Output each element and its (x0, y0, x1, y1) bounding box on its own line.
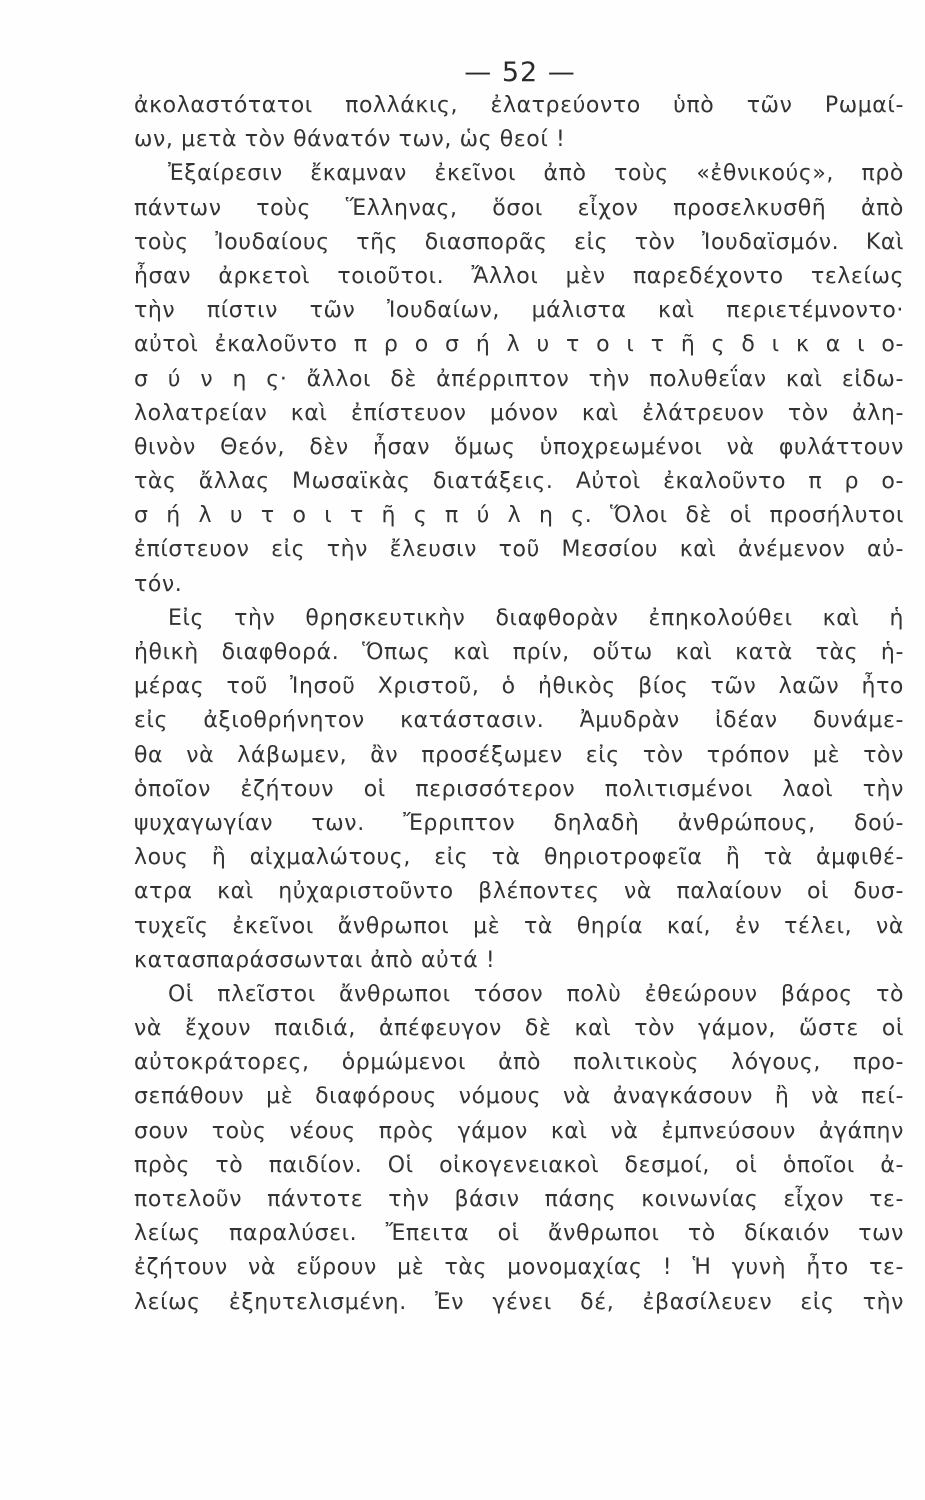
text-line: Οἱ πλεῖστοι ἄνθρωποι τόσον πολὺ ἐθεώρουν βάρος τὸ (168, 981, 904, 1007)
text-line: σεπάθουν μὲ διαφόρους νόμους νὰ ἀναγκάσουν ἢ νὰ πεί- (134, 1084, 904, 1110)
text-line: κατασπαράσσωνται ἀπὸ αὐτά ! (134, 947, 496, 973)
text-line: λείως παραλύσει. Ἔπειτα οἱ ἄνθρωποι τὸ δίκαιόν των (134, 1221, 904, 1247)
text-line: ψυχαγωγίαν των. Ἔρριπτον δηλαδὴ ἀνθρώπους, δού- (134, 810, 904, 836)
text-line: τοὺς Ἰουδαίους τῆς διασπορᾶς εἰς τὸν Ἰουδαϊσμόν. Καὶ (134, 229, 904, 255)
text-line: θα νὰ λάβωμεν, ἂν προσέξωμεν εἰς τὸν τρόπον μὲ τὸν (134, 742, 904, 768)
text-line: ποτελοῦν πάντοτε τὴν βάσιν πάσης κοινωνίας εἶχον τε- (134, 1187, 904, 1212)
text-body (134, 89, 904, 1320)
text-line: τὴν πίστιν τῶν Ἰουδαίων, μάλιστα καὶ περιετέμνοντο· (134, 298, 904, 324)
text-line: Εἰς τὴν θρησκευτικὴν διαφθορὰν ἐπηκολούθει καὶ ἡ (168, 605, 904, 631)
text-line: ἀκολαστότατοι πολλάκις, ἐλατρεύοντο ὑπὸ τῶν Ρωμαί- (134, 93, 904, 118)
text-line: σουν τοὺς νέους πρὸς γάμον καὶ νὰ ἐμπνεύσουν ἀγάπην (134, 1118, 904, 1144)
text-line: πάντων τοὺς Ἕλληνας, ὅσοι εἶχον προσελκυσθῆ ἀπὸ (134, 195, 904, 221)
text-line: θινὸν Θεόν, δὲν ἦσαν ὅμως ὑποχρεωμένοι νὰ φυλάττουν (134, 434, 904, 460)
text-line: αὐτοκράτορες, ὁρμώμενοι ἀπὸ πολιτικοὺς λόγους, προ- (134, 1050, 904, 1076)
text-line: ατρα καὶ ηὐχαριστοῦντο βλέποντες νὰ παλαίουν οἱ δυσ- (134, 879, 904, 905)
text-line: σ ή λ υ τ ο ι τ ῆ ς π ύ λ η ς. Ὅλοι δὲ οἱ προσήλυτοι (134, 503, 904, 529)
text-line: ἦσαν ἀρκετοὶ τοιοῦτοι. Ἄλλοι μὲν παρεδέχοντο τελείως (134, 263, 904, 289)
text-line: μέρας τοῦ Ἰησοῦ Χριστοῦ, ὁ ἠθικὸς βίος τῶν λαῶν ἦτο (134, 674, 904, 700)
text-line: ἐπίστευον εἰς τὴν ἔλευσιν τοῦ Μεσσίου καὶ ἀνέμενον αὐ- (134, 537, 904, 563)
text-line: τόν. (134, 571, 183, 597)
text-line: αὐτοὶ ἐκαλοῦντο π ρ ο σ ή λ υ τ ο ι τ ῆ ς δ ι κ α ι ο- (134, 332, 904, 358)
text-line: λολατρείαν καὶ ἐπίστευον μόνον καὶ ἐλάτρευον τὸν ἀλη- (134, 400, 904, 426)
text-line: ἠθικὴ διαφθορά. Ὅπως καὶ πρίν, οὕτω καὶ κατὰ τὰς ἡ- (134, 640, 904, 665)
text-line: λους ἢ αἰχμαλώτους, εἰς τὰ θηριοτροφεῖα ἢ τὰ ἀμφιθέ- (134, 845, 904, 871)
text-line: πρὸς τὸ παιδίον. Οἱ οἰκογενειακοὶ δεσμοί, οἱ ὁποῖοι ἀ- (134, 1152, 904, 1178)
text-line: Ἐξαίρεσιν ἔκαμναν ἐκεῖνοι ἀπὸ τοὺς «ἐθνικούς», πρὸ (168, 161, 904, 187)
text-line: νὰ ἔχουν παιδιά, ἀπέφευγον δὲ καὶ τὸν γάμον, ὥστε οἱ (134, 1016, 904, 1042)
text-line: σ ύ ν η ς· ἄλλοι δὲ ἀπέρριπτον τὴν πολυθεΐαν καὶ εἰδω- (134, 366, 904, 392)
text-line: λείως ἐξηυτελισμένη. Ἐν γένει δέ, ἐβασίλευεν εἰς τὴν (134, 1289, 904, 1315)
text-line: τυχεῖς ἐκεῖνοι ἄνθρωποι μὲ τὰ θηρία καί, ἐν τέλει, νὰ (134, 913, 904, 939)
page-number: — 52 — (464, 57, 576, 88)
text-line: εἰς ἀξιοθρήνητον κατάστασιν. Ἀμυδρὰν ἰδέαν δυνάμε- (134, 708, 904, 734)
text-line: ἐζήτουν νὰ εὕρουν μὲ τὰς μονομαχίας ! Ἡ γυνὴ ἦτο τε- (134, 1255, 904, 1281)
text-line: ων, μετὰ τὸν θάνατόν των, ὡς θεοί ! (134, 127, 566, 153)
text-line: ὁποῖον ἐζήτουν οἱ περισσότερον πολιτισμένοι λαοὶ τὴν (134, 776, 904, 802)
text-line: τὰς ἄλλας Μωσαϊκὰς διατάξεις. Αὐτοὶ ἐκαλοῦντο π ρ ο- (134, 469, 904, 495)
